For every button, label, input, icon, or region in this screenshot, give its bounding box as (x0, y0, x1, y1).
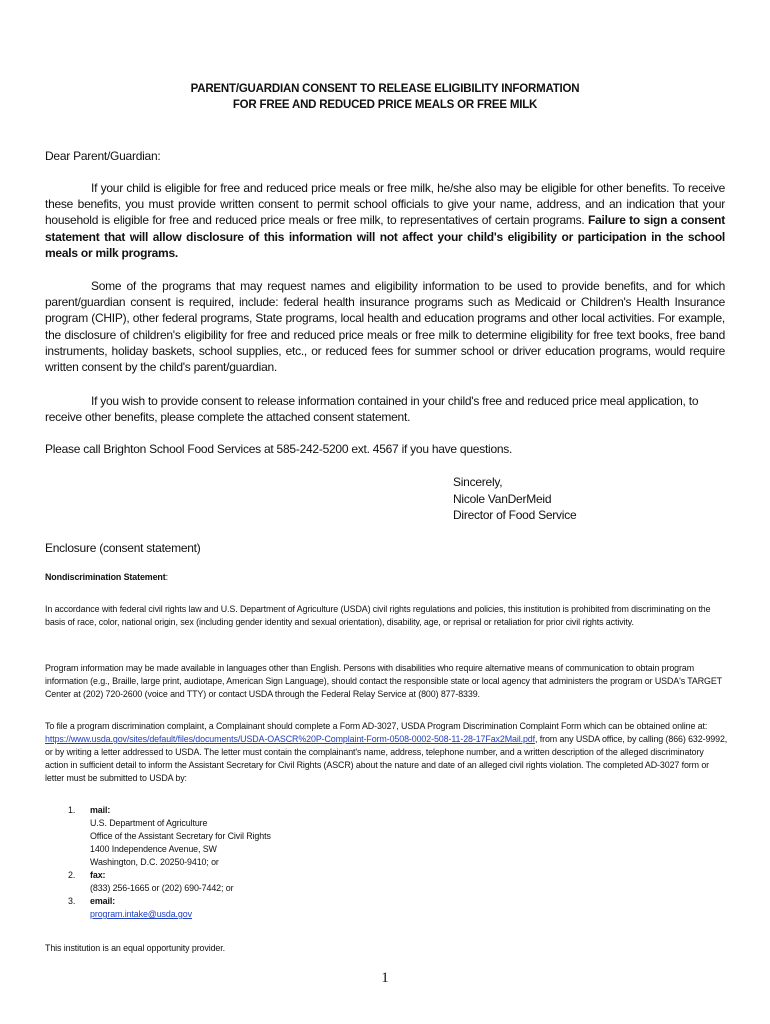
list-label-email: email: (90, 896, 116, 906)
nondiscrimination-heading (45, 571, 729, 584)
mail-line: Office of the Assistant Secretary for Civil Rights (90, 831, 271, 841)
paragraph-consent-instructions: If you wish to provide consent to release information contained in your child's free and reduced price meal application, to receive other benefits, please complete the attached consent statement. (45, 394, 699, 425)
list-label-fax: fax: (90, 870, 106, 880)
paragraph-contact: Please call Brighton School Food Services at 585-242-5200 ext. 4567 if you have questions. (45, 442, 513, 456)
fax-line: (833) 256-1665 or (202) 690-7442; or (90, 883, 234, 893)
list-number: 1. (68, 805, 76, 815)
document-title-line1: PARENT/GUARDIAN CONSENT TO RELEASE ELIGIBILITY INFORMATION (190, 83, 580, 95)
mail-line: 1400 Independence Avenue, SW (90, 844, 217, 854)
paragraph-eligibility (45, 180, 725, 261)
nondiscrimination-paragraph-complaint (45, 720, 729, 785)
nondiscrimination-paragraph-languages: Program information may be made available in languages other than English. Persons with disabilities who require alternative means of communication to obtain program information (e.g., Braille, large print, audiotape, American Sign Language), should contact the responsible state or local agency that administers the program or USDA's TARGET Center at (202) 720-2600 (voice and TTY) or contact USDA through the Federal Relay Service at (800) 877-8339. (45, 663, 722, 699)
submission-methods-list (45, 804, 271, 921)
paragraph-programs: Some of the programs that may request names and eligibility information to be used to provide benefits, and for which parent/guardian consent is required, include: federal health insurance programs such as Medicaid or Children's Health Insurance program (CHIP), other federal programs, State programs, local health and education programs and other local activities. For example, the disclosure of children's eligibility for free and reduced price meals or free milk to determine eligibility for free text books, free band instruments, holiday baskets, school supplies, etc., or reduced fees for summer school or driver education programs, would require written consent by the child's parent/guardian. (45, 279, 725, 375)
paragraph-eligibility-text: If your child is eligible for free and reduced price meals or free milk, he/she also may be eligible for other benefits. To receive these benefits, you must provide written consent to permit school officials to give your name, address, and an indication that your household is eligible for free and reduced price meals or free milk, to representatives of certain programs. (45, 181, 725, 228)
mail-line: Washington, D.C. 20250-9410; or (90, 857, 219, 867)
email-link[interactable]: program.intake@usda.gov (90, 909, 192, 919)
list-number: 2. (68, 870, 76, 880)
nondiscrimination-heading-text: Nondiscrimination Statement (45, 572, 166, 582)
nondiscrimination-heading-colon: : (165, 572, 168, 582)
complaint-text-before: To file a program discrimination complaint, a Complainant should complete a Form AD-3027, USDA Program Discrimination Complaint Form which can be obtained online at: (45, 721, 708, 731)
greeting: Dear Parent/Guardian: (45, 149, 161, 163)
list-number: 3. (68, 896, 76, 906)
list-item-email (45, 895, 271, 921)
signer-name: Nicole VanDerMeid (453, 491, 552, 506)
nondiscrimination-paragraph-rights: In accordance with federal civil rights law and U.S. Department of Agriculture (USDA) civil rights regulations and policies, this institution is prohibited from discriminating on the basis of race, color, national origin, sex (including gender identity and sexual orientation), disability, age, or reprisal or retaliation for prior civil rights activity. (45, 604, 711, 627)
equal-opportunity-statement: This institution is an equal opportunity provider. (45, 943, 226, 953)
complaint-form-link[interactable]: https://www.usda.gov/sites/default/files/documents/USDA-OASCR%20P-Complaint-Form-0508-0002-508-11-28-17Fax2Mail.pdf (45, 734, 535, 744)
consent-failure-notice: Failure to sign a consent statement that will allow disclosure of this information will not affect your child's eligibility or participation in the school meals or milk programs. (45, 213, 726, 260)
signature-block (453, 474, 576, 524)
enclosure-note: Enclosure (consent statement) (45, 541, 201, 555)
signer-position: Director of Food Service (453, 508, 577, 522)
list-item-mail (45, 804, 271, 869)
list-label-mail: mail: (90, 805, 111, 815)
complaint-text-after: , from any USDA office, by calling (866) 632-9992, or by writing a letter addressed to USDA. The letter must contain the complainant's name, address, telephone number, and a written description of the alleged discriminatory action in sufficient detail to inform the Assistant Secretary for Civil Rights (ASCR) about the nature and date of an alleged civil rights violation. The completed AD-3027 form or letter must be submitted to USDA by: (45, 734, 728, 783)
document-title-line2: FOR FREE AND REDUCED PRICE MEALS OR FREE MILK (232, 99, 538, 111)
page-number: 1 (381, 970, 389, 986)
salutation: Sincerely, (453, 475, 503, 489)
list-item-fax (45, 869, 271, 895)
mail-line: U.S. Department of Agriculture (90, 818, 208, 828)
